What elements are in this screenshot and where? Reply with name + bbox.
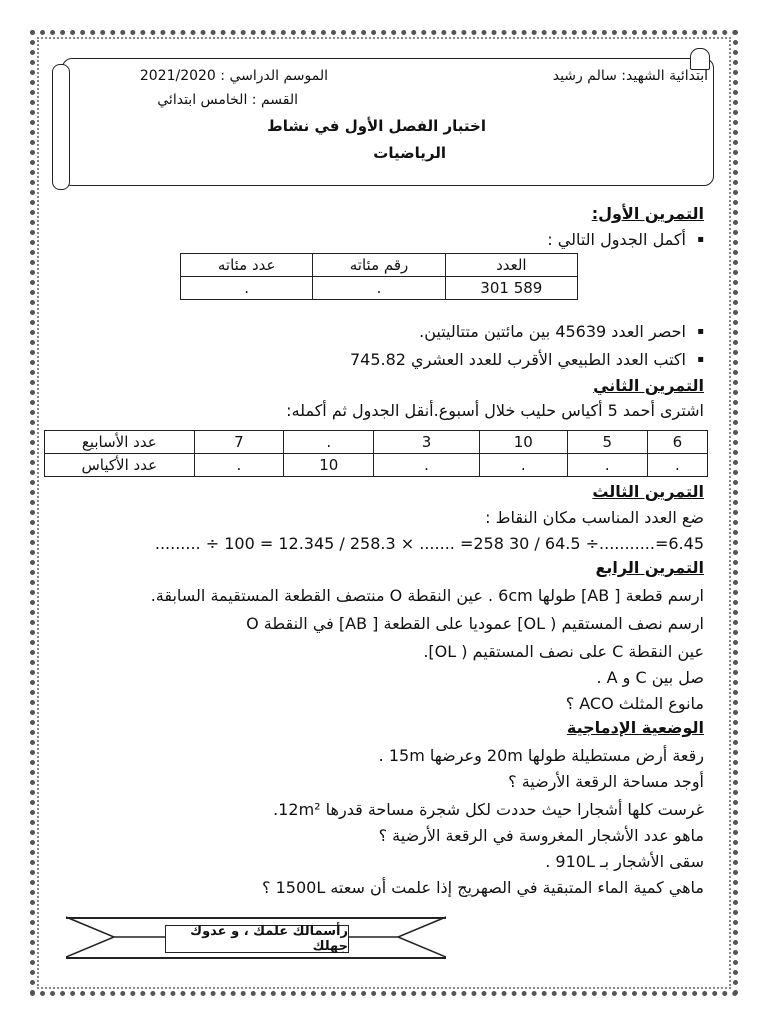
ex1-instruction: [547, 230, 686, 249]
integration-line: غرست كلها أشجارا حيث حددت لكل شجرة مساحة قدرها 12m².: [273, 800, 704, 819]
ex1-header-hundreds-count: عدد مئاته: [181, 254, 313, 277]
ex2-weeks-cell: .: [284, 431, 374, 454]
integration-line: سقى الأشجار بـ 910L .: [545, 852, 704, 871]
ex1-cell-number: 589 301: [445, 277, 577, 300]
ex4-line: ارسم نصف المستقيم ( OL] عموديا على القطعة [ AB] في النقطة O: [246, 614, 704, 633]
ex3-instruction: ضع العدد المناسب مكان النقاط :: [485, 508, 704, 527]
class-level: القسم : الخامس ابتدائي: [157, 92, 298, 108]
ex2-weeks-cell: 6: [647, 431, 707, 454]
ex2-bags-cell: .: [374, 454, 480, 477]
integration-line: ماهي كمية الماء المتبقية في الصهريج إذا علمت أن سعته 1500L ؟: [262, 878, 704, 897]
ex2-instruction: اشترى أحمد 5 أكياس حليب خلال أسبوع.أنقل الجدول ثم أكمله:: [286, 401, 704, 420]
ex1-header-hundreds-digit: رقم مئاته: [313, 254, 445, 277]
ex2-bags-cell: .: [194, 454, 284, 477]
ex3-title: التمرين الثالث: [592, 482, 704, 501]
ex1-cell-hundreds-count: .: [181, 277, 313, 300]
ex1-q3: [350, 350, 686, 369]
school-name: ابتدائية الشهيد: سالم رشيد: [552, 68, 708, 84]
ex2-title: التمرين الثاني: [593, 376, 704, 395]
integration-line: ماهو عدد الأشجار المغروسة في الرقعة الأرضية ؟: [378, 826, 704, 845]
ex1-q2: [419, 322, 686, 341]
exam-title: اختبار الفصل الأول في نشاط: [267, 117, 486, 135]
ex2-bags-label: عدد الأكياس: [45, 454, 195, 477]
ex4-line: مانوع المثلث ACO ؟: [565, 694, 704, 713]
ex1-cell-hundreds-digit: .: [313, 277, 445, 300]
scroll-roll-right: [690, 48, 710, 70]
ex3-equations: ......... ÷ 100 = 12.345 / 258.3 × ....... =258 30 / 64.5 ÷...........=6.45: [154, 534, 704, 553]
ex1-q2-text: احصر العدد 45639 بين مائتين متتاليتين.: [419, 322, 686, 341]
ribbon-right-tail: [346, 916, 446, 959]
school-season: الموسم الدراسي : 2021/2020: [139, 68, 328, 84]
ex2-bags-cell: .: [567, 454, 647, 477]
ex4-title: التمرين الرابع: [595, 558, 704, 577]
ex1-header-number: العدد: [445, 254, 577, 277]
ex2-weeks-cell: 10: [479, 431, 567, 454]
ex2-bags-cell: 10: [284, 454, 374, 477]
integration-line: رقعة أرض مستطيلة طولها 20m وعرضها 15m .: [378, 746, 704, 765]
footer-motto: رأسمالك علمك ، و عدوك جهلك: [165, 925, 349, 953]
ex2-weeks-cell: 3: [374, 431, 480, 454]
ex4-line: عين النقطة C على نصف المستقيم ( OL].: [423, 642, 704, 661]
scroll-roll-left: [52, 64, 70, 190]
ex2-bags-cell: .: [479, 454, 567, 477]
ex1-table: [180, 253, 578, 300]
ex4-line: صل بين C و A .: [596, 668, 704, 687]
exam-subject: الرياضيات: [373, 144, 446, 162]
ex4-line: ارسم قطعة [ AB] طولها 6cm . عين النقطة O منتصف القطعة المستقيمة السابقة.: [150, 586, 704, 605]
ex2-bags-cell: .: [647, 454, 707, 477]
integration-line: أوجد مساحة الرقعة الأرضية ؟: [508, 772, 704, 791]
ex1-q3-text: اكتب العدد الطبيعي الأقرب للعدد العشري 745.82: [349, 350, 686, 369]
ex2-table: [44, 430, 708, 477]
ribbon-left-tail: [66, 916, 166, 959]
ex2-weeks-cell: 7: [194, 431, 284, 454]
ex2-weeks-cell: 5: [567, 431, 647, 454]
ex1-instruction-text: أكمل الجدول التالي :: [547, 230, 686, 249]
integration-title: الوضعية الإدماجية: [566, 718, 704, 737]
ex2-weeks-label: عدد الأسابيع: [45, 431, 195, 454]
ex1-title: التمرين الأول:: [591, 204, 704, 223]
